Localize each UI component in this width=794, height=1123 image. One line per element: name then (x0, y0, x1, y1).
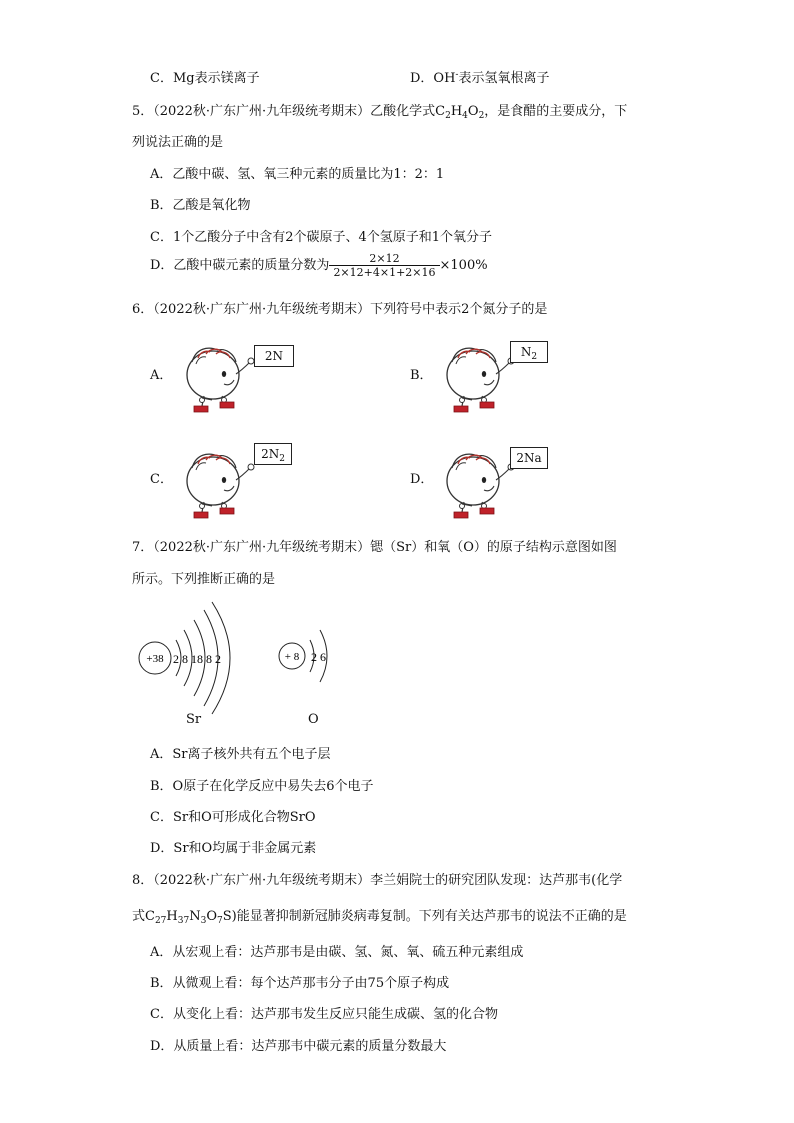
q6-b-sub: 2 (531, 352, 538, 362)
cartoon-atom-a (178, 340, 258, 416)
q6-option-d-letter: D． (410, 472, 434, 487)
q6-option-b-letter: B． (410, 368, 433, 383)
q7-option-a: A．Sr离子核外共有五个电子层 (150, 747, 331, 762)
q5-sub-h: 4 (462, 111, 468, 121)
option-d-suffix: 表示氢氧根离子 (458, 71, 550, 86)
q7-option-b: B．O原子在化学反应中易失去6个电子 (150, 779, 374, 794)
q8-h: H (166, 909, 178, 924)
q5-h: H (450, 104, 463, 119)
q8-option-a: A．从宏观上看：达芦那韦是由碳、氢、氮、氧、硫五种元素组成 (150, 945, 524, 960)
o-label: O (308, 712, 319, 727)
q8-stem-prefix: 式C (132, 909, 155, 924)
q5-option-d (150, 252, 488, 279)
q7-stem-line2: 所示。下列推断正确的是 (132, 572, 276, 587)
q8-sub-n: 3 (200, 916, 207, 926)
q8-option-d: D．从质量上看：达芦那韦中碳元素的质量分数最大 (150, 1039, 447, 1054)
o-nucleus-text: + 8 (284, 651, 300, 663)
q6-option-a-letter: A． (150, 368, 173, 383)
q6-c-main: 2N (261, 447, 280, 461)
q8-stem-line2 (132, 905, 627, 924)
q5-sub-c: 2 (445, 111, 451, 121)
q5-stem-line1 (132, 100, 627, 119)
sr-nucleus-text: +38 (146, 653, 164, 665)
q8-option-c: C．从变化上看：达芦那韦发生反应只能生成碳、氢的化合物 (150, 1007, 498, 1022)
q6-option-c-letter: C． (150, 472, 173, 487)
option-c-mg: C．Mg表示镁离子 (150, 71, 260, 86)
q6-option-b-label (510, 341, 548, 363)
option-d-sup: - (455, 70, 459, 80)
q8-option-b: B．从微观上看：每个达芦那韦分子由75个原子构成 (150, 976, 450, 991)
q6-b-main: N (520, 345, 532, 359)
q7-option-d: D．Sr和O均属于非金属元素 (150, 841, 317, 856)
q5-stem-prefix: 5．（2022秋·广东广州·九年级统考期末）乙酸化学式C (132, 104, 446, 119)
q8-sub-c: 27 (154, 916, 167, 926)
q8-sub-h: 37 (177, 916, 190, 926)
option-d-prefix: D．OH (410, 71, 456, 86)
q6-stem: 6．（2022秋·广东广州·九年级统考期末）下列符号中表示2个氮分子的是 (132, 302, 548, 317)
sr-label: Sr (186, 712, 202, 727)
q8-o: O (206, 909, 217, 924)
cartoon-atom-d (438, 446, 518, 522)
q5-option-c: C．1个乙酸分子中含有2个碳原子、4个氢原子和1个氧分子 (150, 230, 493, 245)
option-d-oh (410, 67, 549, 86)
q5-sub-o: 2 (478, 111, 485, 121)
q6-option-c-label (254, 443, 292, 465)
atomic-structure-diagram (130, 596, 370, 736)
q5-option-b: B．乙酸是氧化物 (150, 198, 251, 213)
q7-stem-line1: 7．（2022秋·广东广州·九年级统考期末）锶（Sr）和氧（O）的原子结构示意图如图 (132, 540, 617, 555)
q5-option-d-suffix: ×100% (439, 258, 488, 273)
q6-option-d-label: 2Na (510, 447, 548, 469)
fraction-denominator: 2×12+4×1+2×16 (333, 266, 436, 279)
cartoon-atom-c (178, 446, 258, 522)
mass-fraction (329, 252, 439, 279)
q6-c-sub: 2 (279, 454, 285, 464)
q5-o: O (467, 104, 479, 119)
q7-option-c: C．Sr和O可形成化合物SrO (150, 810, 316, 825)
q8-stem-suffix: 能显著抑制新冠肺炎病毒复制。下列有关达芦那韦的说法不正确的是 (236, 909, 627, 924)
q5-stem-suffix: ，是食醋的主要成分，下 (484, 104, 628, 119)
sr-electron-shells: 2 8 18 8 2 (173, 652, 221, 666)
q8-s: S) (222, 909, 237, 924)
q8-n: N (189, 909, 201, 924)
q8-sub-o: 7 (216, 916, 223, 926)
o-electron-shells: 2 6 (311, 650, 326, 664)
q5-option-a: A．乙酸中碳、氢、氧三种元素的质量比为1：2：1 (150, 167, 445, 182)
q6-option-a-label: 2N (254, 345, 294, 367)
q8-stem-line1: 8．（2022秋·广东广州·九年级统考期末）李兰娟院士的研究团队发现：达芦那韦(化学 (132, 873, 623, 888)
q5-option-d-prefix: D．乙酸中碳元素的质量分数为 (150, 258, 330, 273)
cartoon-atom-b (438, 340, 518, 416)
q5-stem-line2: 列说法正确的是 (132, 135, 224, 150)
fraction-numerator: 2×12 (329, 252, 439, 266)
